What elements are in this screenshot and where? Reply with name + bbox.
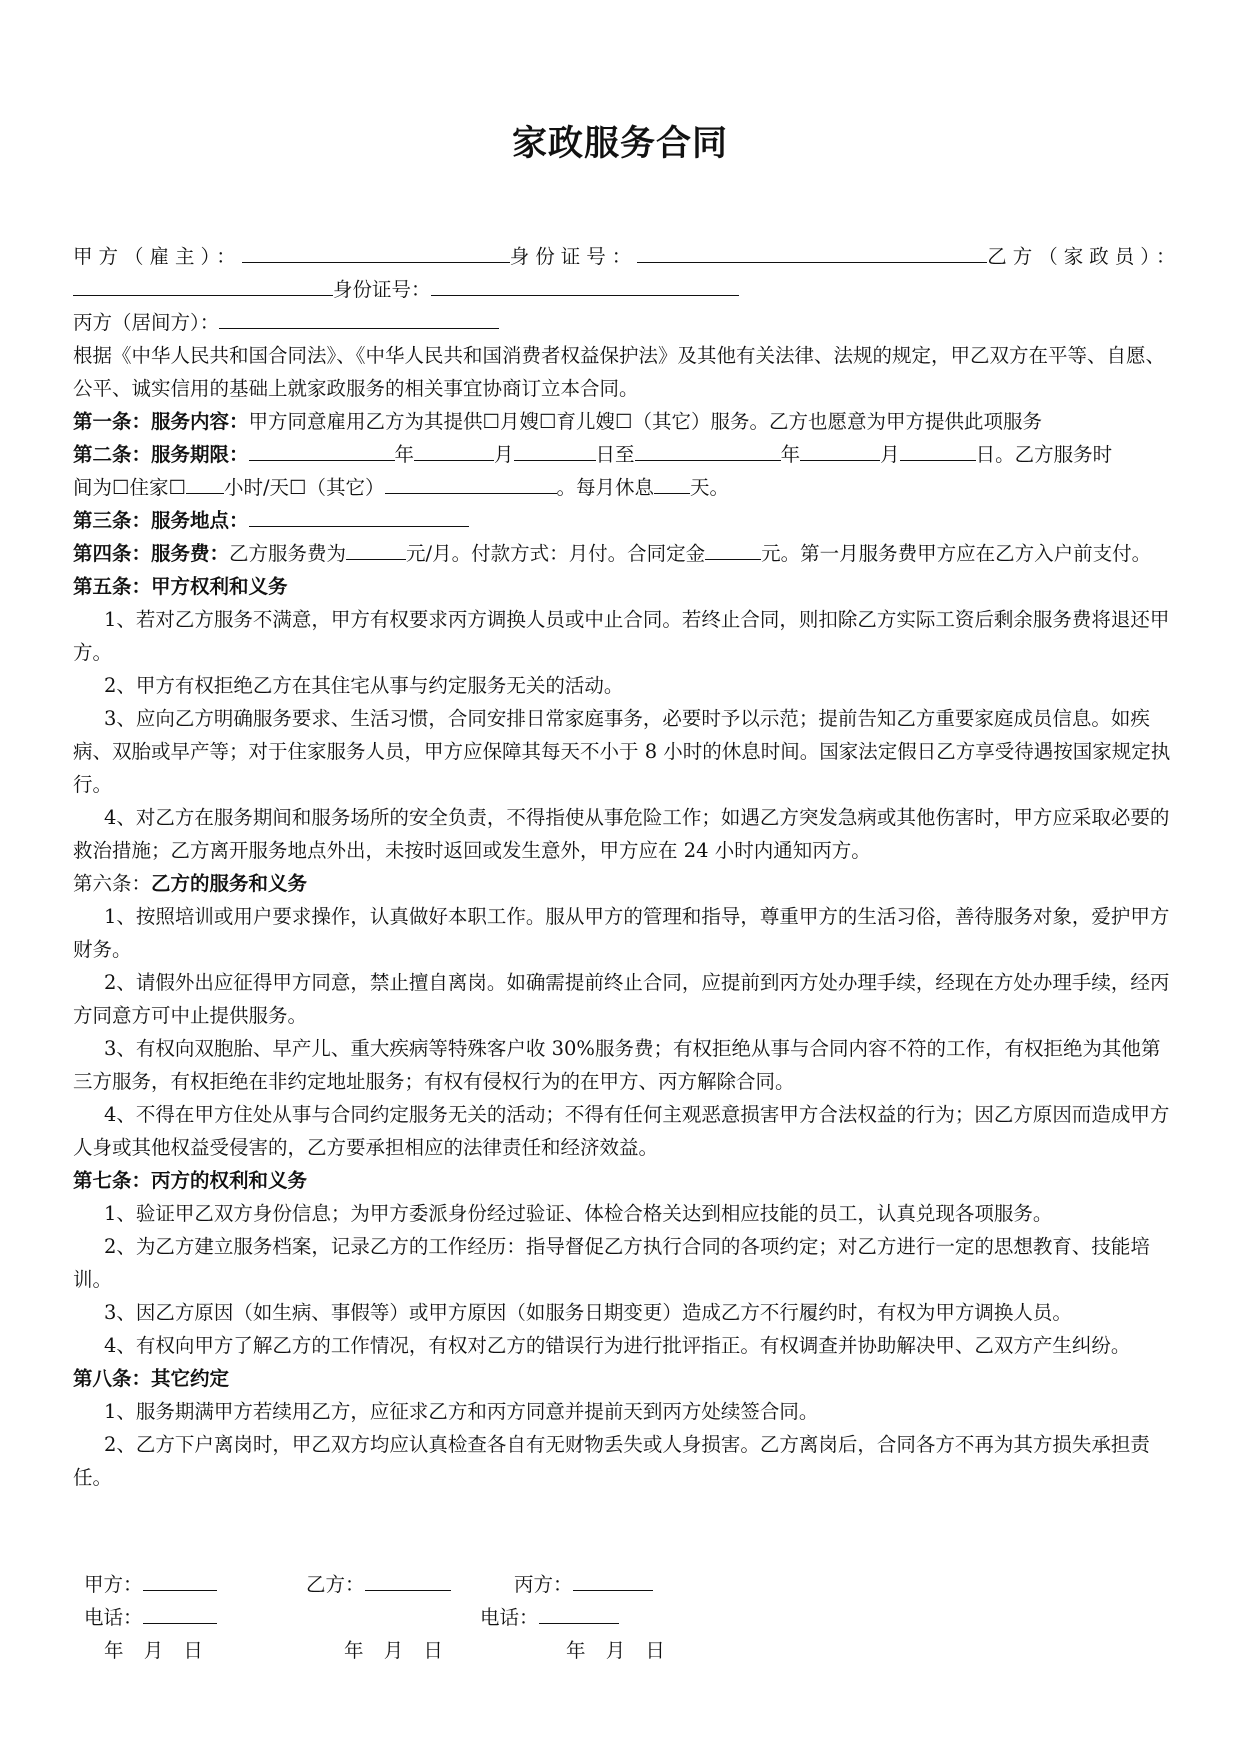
article-6-heading: [73, 867, 1173, 900]
service-mode-label: 间为☐住家☐: [73, 476, 186, 499]
article-1-heading: 第一条：服务内容：: [73, 410, 249, 433]
article-6-heading-plain: 第六条：: [73, 872, 152, 895]
date-party-a: 年 月 日: [104, 1639, 203, 1662]
year-label: 年: [394, 443, 415, 466]
article-4-heading: 第四条：服务费：: [73, 542, 230, 565]
article-3-heading: 第三条：服务地点：: [73, 509, 249, 532]
party-c-label: 丙方（居间方）：: [73, 311, 220, 334]
article-6-item-1: 1、按照培训或用户要求操作，认真做好本职工作。服从甲方的管理和指导，尊重甲方的生活习俗，善待服务对象，爱护甲方财务。: [73, 905, 1170, 961]
phone-party-a: [84, 1601, 217, 1634]
article-4-payment-label: 元/月。付款方式：月付。合同定金: [406, 542, 706, 565]
parties-line-3: [73, 306, 1173, 339]
phone-row: [0, 1601, 1240, 1634]
party-a-label: 甲方（雇主）：: [73, 245, 242, 268]
contract-body: [73, 240, 1182, 1494]
signature-party-b-field[interactable]: [365, 1568, 451, 1591]
article-2-heading: 第二条：服务期限：: [73, 443, 249, 466]
start-year-field[interactable]: [249, 438, 395, 461]
signature-party-c-field[interactable]: [573, 1568, 653, 1591]
monthly-rest-label: 。每月休息: [556, 476, 655, 499]
intro-paragraph: 根据《中华人民共和国合同法》、《中华人民共和国消费者权益保护法》及其他有关法律、法规的规定，甲乙双方在平等、自愿、公平、诚实信用的基础上就家政服务的相关事宜协商订立本合同。: [73, 344, 1166, 400]
article-7-item-4: 4、有权向甲方了解乙方的工作情况，有权对乙方的错误行为进行批评指正。有权调查并协助解决甲、乙双方产生纠纷。: [104, 1334, 1131, 1357]
rest-days-field[interactable]: [654, 471, 690, 494]
phone-party-c-field[interactable]: [539, 1601, 619, 1624]
party-a-field[interactable]: [242, 240, 510, 263]
other-mode-field[interactable]: [385, 471, 557, 494]
article-8-heading: 第八条：其它约定: [73, 1367, 230, 1390]
article-2-line-1: [73, 438, 1173, 471]
hours-per-day-label: 小时/天☐（其它）: [223, 476, 385, 499]
article-7-item-2: 2、为乙方建立服务档案，记录乙方的工作经历：指导督促乙方执行合同的各项约定；对乙方进行一定的思想教育、技能培训。: [73, 1235, 1150, 1291]
signature-party-c: [514, 1568, 653, 1601]
article-5-item-4: 4、对乙方在服务期间和服务场所的安全负责，不得指使从事危险工作；如遇乙方突发急病或其他伤害时，甲方应采取必要的救治措施；乙方离开服务地点外出，未按时返回或发生意外，甲方应在 24 小时内通知丙方。: [73, 806, 1170, 862]
article-6-item-4: 4、不得在甲方住处从事与合同约定服务无关的活动；不得有任何主观恶意损害甲方合法权益的行为；因乙方原因而造成甲方人身或其他权益受侵害的，乙方要承担相应的法律责任和经济效益。: [73, 1103, 1170, 1159]
article-6-item-3: 3、有权向双胞胎、早产儿、重大疾病等特殊客户收 30%服务费；有权拒绝从事与合同内容不符的工作，有权拒绝为其他第三方服务，有权拒绝在非约定地址服务；有权有侵权行为的在甲方、丙方解除合同。: [73, 1037, 1161, 1093]
article-1: [73, 405, 1173, 438]
year-label-2: 年: [780, 443, 801, 466]
days-label: 天。: [690, 476, 730, 499]
article-3: [73, 504, 1173, 537]
phone-party-a-label: 电话：: [84, 1606, 143, 1629]
parties-line-2: [73, 273, 1173, 306]
party-b-id-label: 身份证号：: [333, 278, 431, 301]
date-row: [0, 1634, 1240, 1667]
article-4-fee-label: 乙方服务费为: [229, 542, 347, 565]
end-year-field[interactable]: [635, 438, 781, 461]
article-1-text: 甲方同意雇用乙方为其提供☐月嫂☐育儿嫂☐（其它）服务。乙方也愿意为甲方提供此项服务: [248, 410, 1042, 433]
signature-party-a-label: 甲方：: [84, 1573, 143, 1596]
start-month-field[interactable]: [414, 438, 494, 461]
party-a-id-field[interactable]: [637, 240, 987, 263]
month-label-2: 月: [880, 443, 900, 466]
article-7-heading: 第七条：丙方的权利和义务: [73, 1169, 308, 1192]
article-7-item-3: 3、因乙方原因（如生病、事假等）或甲方原因（如服务日期变更）造成乙方不行履约时，有权为甲方调换人员。: [104, 1301, 1072, 1324]
party-b-label: 乙方（家政员）：: [987, 245, 1182, 268]
article-7-item-1: 1、验证甲乙双方身份信息；为甲方委派身份经过验证、体检合格关达到相应技能的员工，认真兑现各项服务。: [104, 1202, 1053, 1225]
article-5-heading: 第五条：甲方权利和义务: [73, 575, 288, 598]
phone-party-a-field[interactable]: [143, 1601, 217, 1624]
article-5-item-3: 3、应向乙方明确服务要求、生活习惯，合同安排日常家庭事务，必要时予以示范；提前告知乙方重要家庭成员信息。如疾病、双胎或早产等；对于住家服务人员，甲方应保障其每天不小于 8 小时的休息时间。国家法定假日乙方享受待遇按国家规定执行。: [73, 707, 1171, 796]
phone-party-c-label: 电话：: [480, 1606, 539, 1629]
date-party-b: 年 月 日: [344, 1639, 443, 1662]
date-party-c: 年 月 日: [566, 1639, 665, 1662]
parties-line-1: [73, 240, 1182, 273]
article-4-tail: 元。第一月服务费甲方应在乙方入户前支付。: [761, 542, 1152, 565]
month-label: 月: [494, 443, 514, 466]
start-day-field[interactable]: [514, 438, 596, 461]
signature-party-a-field[interactable]: [143, 1568, 217, 1591]
party-b-id-field[interactable]: [431, 273, 739, 296]
article-8-item-1: 1、服务期满甲方若续用乙方，应征求乙方和丙方同意并提前天到丙方处续签合同。: [104, 1400, 819, 1423]
signature-party-a: [84, 1568, 217, 1601]
end-day-field[interactable]: [900, 438, 976, 461]
phone-party-c: [480, 1601, 619, 1634]
article-8-item-2: 2、乙方下户离岗时，甲乙双方均应认真检查各自有无财物丢失或人身损害。乙方离岗后，合同各方不再为其方损失承担责任。: [73, 1433, 1150, 1489]
article-6-item-2: 2、请假外出应征得甲方同意，禁止擅自离岗。如确需提前终止合同，应提前到丙方处办理手续，经现在方处办理手续，经丙方同意方可中止提供服务。: [73, 971, 1170, 1027]
signature-block: [0, 1568, 1240, 1667]
deposit-field[interactable]: [705, 537, 761, 560]
signature-party-b: [306, 1568, 451, 1601]
hours-field[interactable]: [186, 471, 224, 494]
signature-party-b-label: 乙方：: [306, 1573, 365, 1596]
monthly-fee-field[interactable]: [346, 537, 406, 560]
party-a-id-label: 身份证号：: [509, 245, 638, 268]
article-5-item-1: 1、若对乙方服务不满意，甲方有权要求丙方调换人员或中止合同。若终止合同，则扣除乙方实际工资后剩余服务费将退还甲方。: [73, 608, 1170, 664]
service-location-field[interactable]: [249, 504, 469, 527]
party-b-field[interactable]: [73, 273, 333, 296]
party-c-field[interactable]: [219, 306, 499, 329]
article-6-heading-bold: 乙方的服务和义务: [151, 872, 308, 895]
page-title: 家政服务合同: [511, 124, 728, 164]
article-5-item-2: 2、甲方有权拒绝乙方在其住宅从事与约定服务无关的活动。: [104, 674, 624, 697]
day-end-label: 日。乙方服务时: [975, 443, 1113, 466]
signature-party-c-label: 丙方：: [514, 1573, 573, 1596]
day-to-label: 日至: [595, 443, 635, 466]
article-4: [73, 537, 1173, 570]
end-month-field[interactable]: [800, 438, 880, 461]
signature-row: [0, 1568, 1240, 1601]
article-2-line-2: [73, 471, 1173, 504]
